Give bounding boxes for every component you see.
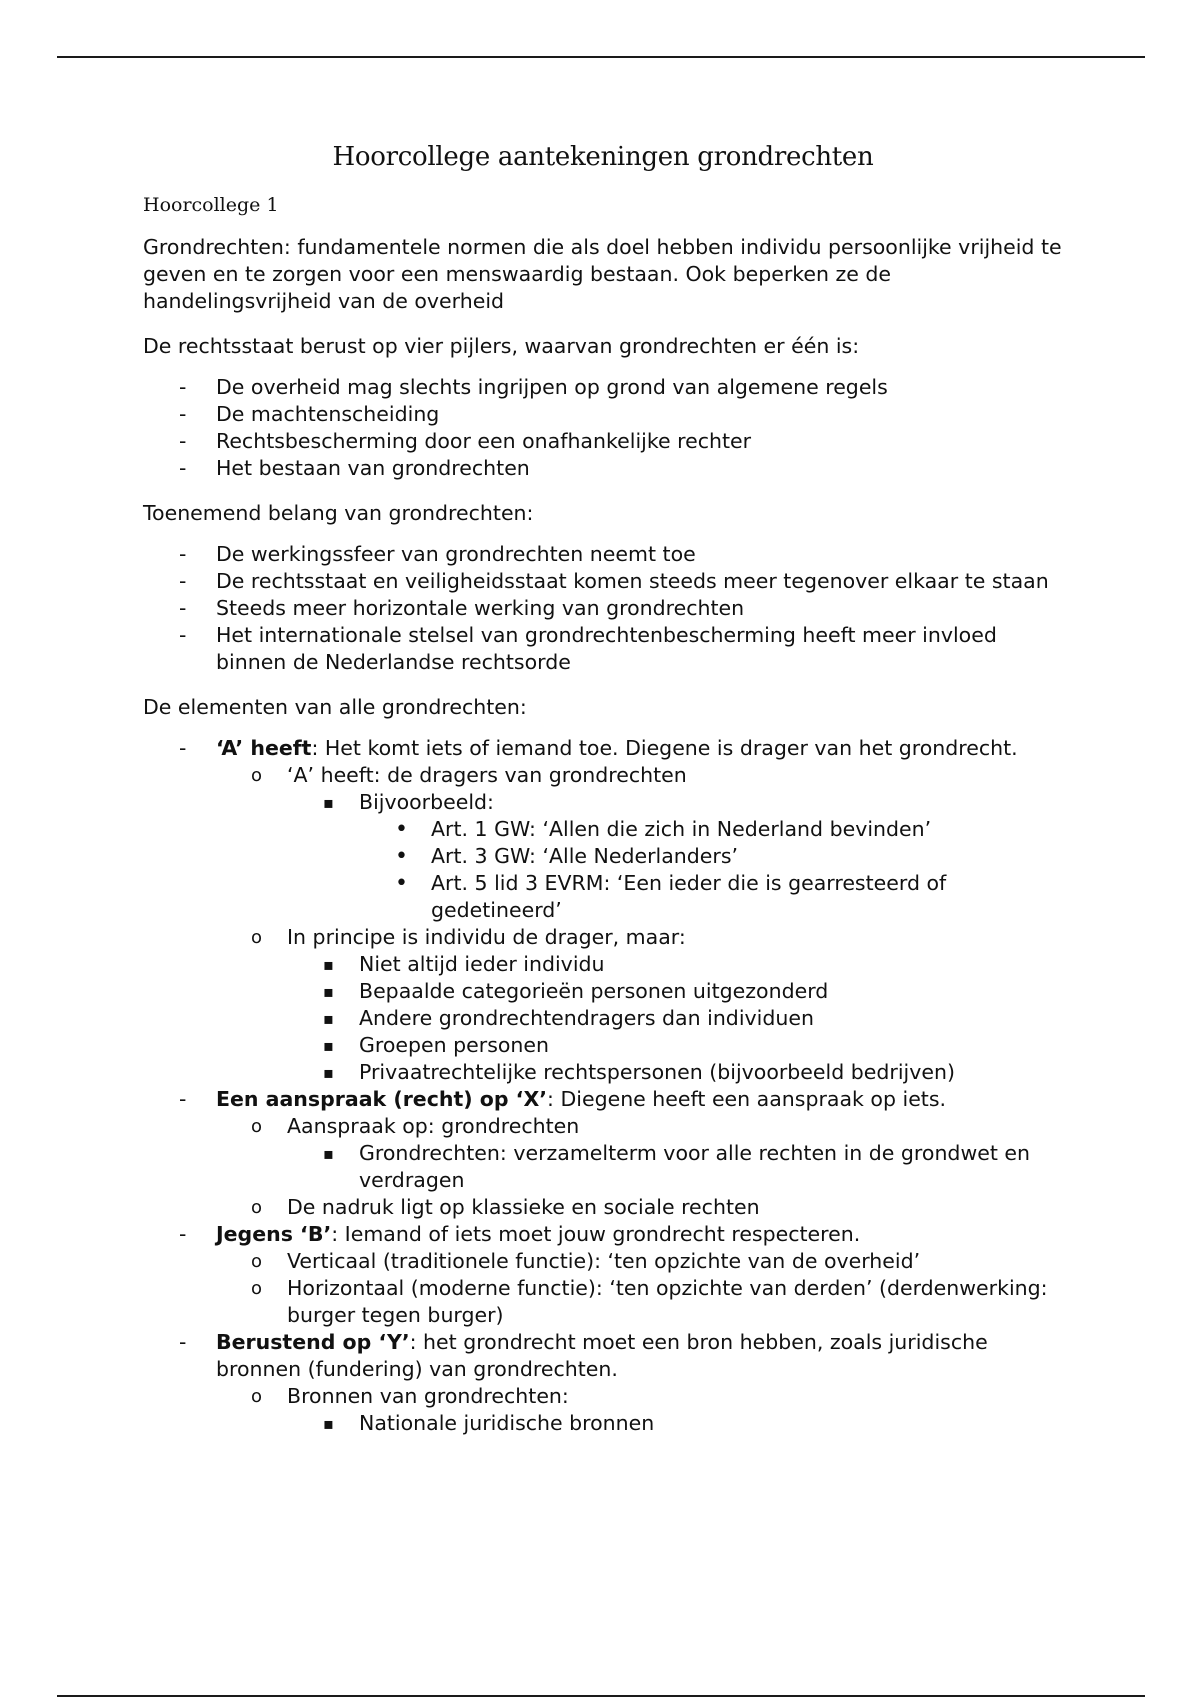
example-item: • Art. 1 GW: ‘Allen die zich in Nederland bevinden’ [359, 816, 1063, 843]
sub-item: o Horizontaal (moderne functie): ‘ten opzichte van derden’ (derdenwerking: burger tegen burger) [215, 1275, 1063, 1329]
list-item: - De machtenscheiding [143, 401, 1063, 428]
sub-item-text: ‘A’ heeft: de dragers van grondrechten [287, 763, 687, 787]
sub-item [215, 762, 1063, 924]
sub-sub-item: ▪ Privaatrechtelijke rechtspersonen (bijvoorbeeld bedrijven) [287, 1059, 1063, 1086]
element-a-text: : Het komt iets of iemand toe. Diegene is drager van het grondrecht. [311, 736, 1018, 760]
list-item: - Het internationale stelsel van grondrechtenbescherming heeft meer invloed binnen de Nederlandse rechtsorde [143, 622, 1063, 676]
importance-lead: Toenemend belang van grondrechten: [143, 501, 534, 525]
sub-item [215, 1383, 1063, 1437]
elements-lead: De elementen van alle grondrechten: [143, 695, 527, 719]
header-rule [57, 56, 1145, 58]
elements-list [143, 735, 1063, 1437]
sub-item-text: In principe is individu de drager, maar: [287, 925, 686, 949]
pillars-list [143, 374, 1063, 482]
element-b [143, 1221, 1063, 1329]
document-title: Hoorcollege aantekeningen grondrechten [332, 142, 874, 172]
element-x-text: : Diegene heeft een aanspraak op iets. [547, 1087, 947, 1111]
pillars-lead: De rechtsstaat berust op vier pijlers, waarvan grondrechten er één is: [143, 334, 860, 358]
sub-sub-item: ▪ Grondrechten: verzamelterm voor alle rechten in de grondwet en verdragen [287, 1140, 1063, 1194]
list-item: - De overheid mag slechts ingrijpen op grond van algemene regels [143, 374, 1063, 401]
element-y [143, 1329, 1063, 1437]
sub-item [215, 1113, 1063, 1194]
document-page [143, 142, 1063, 1455]
sub-item [215, 924, 1063, 1086]
list-item: - Steeds meer horizontale werking van grondrechten [143, 595, 1063, 622]
element-y-text: : het grondrecht moet een bron hebben, zoals juridische bronnen (fundering) van grondrechten. [216, 1330, 988, 1381]
sub-item-text: Bronnen van grondrechten: [287, 1384, 569, 1408]
element-a-term: ‘A’ heeft [216, 736, 312, 760]
sub-item: o De nadruk ligt op klassieke en sociale rechten [215, 1194, 1063, 1221]
example-item: • Art. 5 lid 3 EVRM: ‘Een ieder die is gearresteerd of gedetineerd’ [359, 870, 1063, 924]
example-label: Bijvoorbeeld: [359, 790, 494, 814]
sub-sub-item: ▪ Nationale juridische bronnen [287, 1410, 1063, 1437]
element-b-text: : Iemand of iets moet jouw grondrecht respecteren. [331, 1222, 861, 1246]
sub-sub-item: ▪ Bepaalde categorieën personen uitgezonderd [287, 978, 1063, 1005]
importance-list [143, 541, 1063, 676]
element-y-term: Berustend op ‘Y’ [216, 1330, 410, 1354]
list-item: - De rechtsstaat en veiligheidsstaat komen steeds meer tegenover elkaar te staan [143, 568, 1063, 595]
sub-sub-item: ▪ Groepen personen [287, 1032, 1063, 1059]
list-item: - Rechtsbescherming door een onafhankelijke rechter [143, 428, 1063, 455]
section-heading: Hoorcollege 1 [143, 194, 279, 216]
element-a [143, 735, 1063, 1086]
list-item: - De werkingssfeer van grondrechten neemt toe [143, 541, 1063, 568]
example-item: • Art. 3 GW: ‘Alle Nederlanders’ [359, 843, 1063, 870]
intro-paragraph: Grondrechten: fundamentele normen die als doel hebben individu persoonlijke vrijheid te geven en te zorgen voor een menswaardig bestaan. Ook beperken ze de handelingsvrijheid van de overheid [143, 235, 1062, 313]
footer-rule [57, 1695, 1145, 1697]
sub-item-text: Aanspraak op: grondrechten [287, 1114, 580, 1138]
sub-item: o Verticaal (traditionele functie): ‘ten opzichte van de overheid’ [215, 1248, 1063, 1275]
sub-sub-item: ▪ Niet altijd ieder individu [287, 951, 1063, 978]
sub-sub-item [287, 789, 1063, 924]
list-item: - Het bestaan van grondrechten [143, 455, 1063, 482]
element-b-term: Jegens ‘B’ [216, 1222, 332, 1246]
element-x-term: Een aanspraak (recht) op ‘X’ [216, 1087, 548, 1111]
sub-sub-item: ▪ Andere grondrechtendragers dan individuen [287, 1005, 1063, 1032]
element-x [143, 1086, 1063, 1221]
